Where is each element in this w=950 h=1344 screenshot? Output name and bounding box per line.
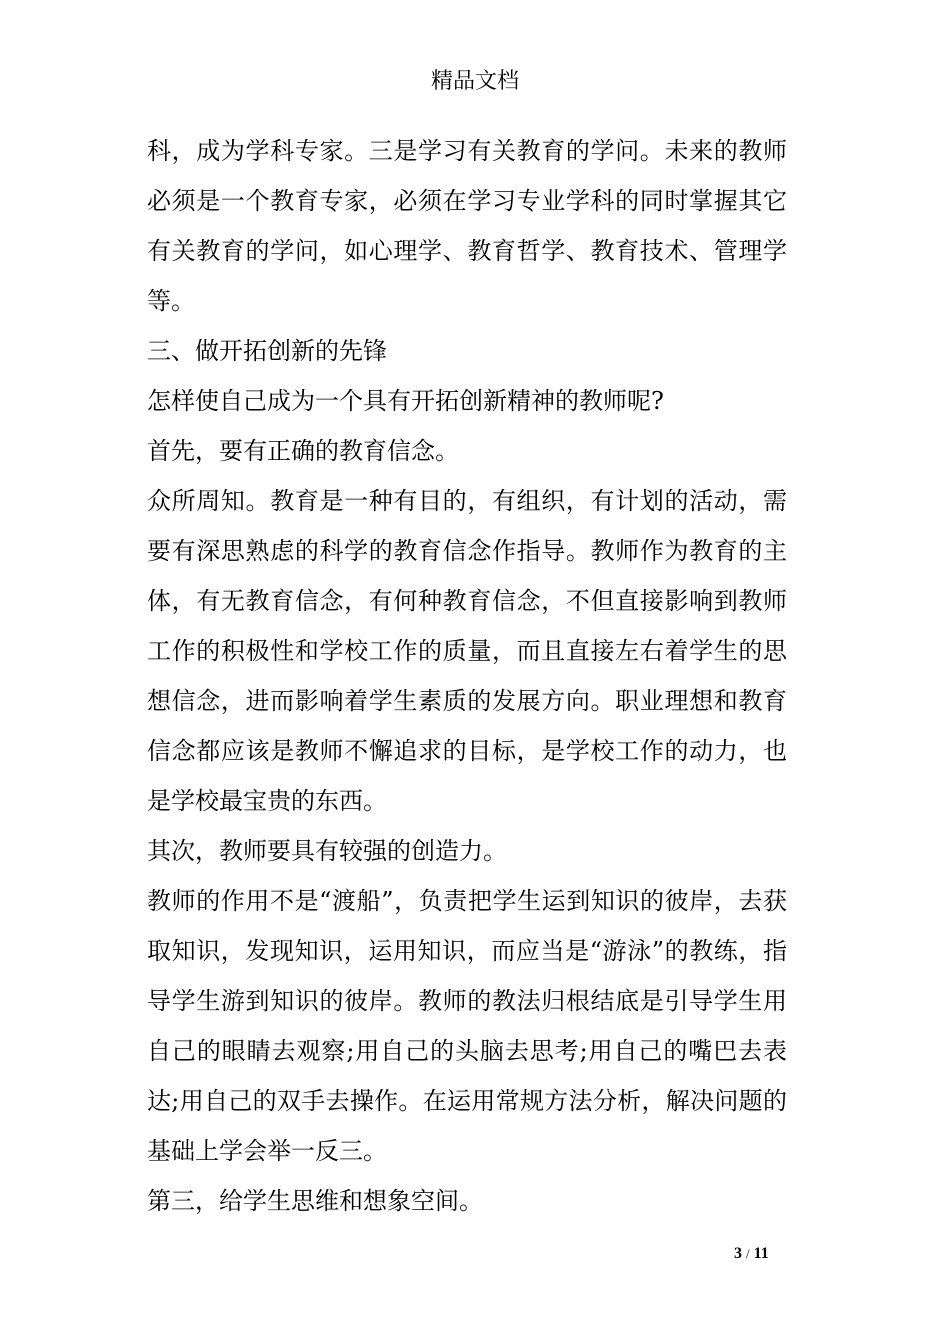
section-heading: 三、做开拓创新的先锋 xyxy=(147,337,387,365)
paragraph: 教师的作用不是“渡船”，负责把学生运到知识的彼岸，去获取知识，发现知识，运用知识，而应当是“游泳”的教练，指导学生游到知识的彼岸。教师的教法归根结底是引导学生用自己的眼睛去观察;用自己的头脑去思考;用自己的嘴巴去表达;用自己的双手去操作。在运用常规方法分析，解决问题的基础上学会举一反三。 xyxy=(147,887,787,1165)
paragraph: 第三，给学生思维和想象空间。 xyxy=(147,1187,483,1215)
document-body xyxy=(147,126,787,1226)
total-pages: 11 xyxy=(753,1245,769,1262)
header-title: 精品文档 xyxy=(430,69,519,94)
page-header xyxy=(0,62,950,102)
current-page: 3 xyxy=(734,1245,742,1262)
paragraph: 科，成为学科专家。三是学习有关教育的学问。未来的教师必须是一个教育专家，必须在学习专业学科的同时掌握其它有关教育的学问，如心理学、教育哲学、教育技术、管理学等。 xyxy=(147,137,787,315)
paragraph: 众所周知。教育是一种有目的，有组织，有计划的活动，需要有深思熟虑的科学的教育信念作指导。教师作为教育的主体，有无教育信念，有何种教育信念，不但直接影响到教师工作的积极性和学校工作的质量，而且直接左右着学生的思想信念，进而影响着学生素质的发展方向。职业理想和教育信念都应该是教师不懈追求的目标，是学校工作的动力，也是学校最宝贵的东西。 xyxy=(147,487,787,815)
page-number xyxy=(734,1240,769,1268)
paragraph: 其次，教师要具有较强的创造力。 xyxy=(147,837,507,865)
paragraph: 首先，要有正确的教育信念。 xyxy=(147,437,459,465)
paragraph: 怎样使自己成为一个具有开拓创新精神的教师呢? xyxy=(147,387,664,415)
page-separator: / xyxy=(746,1246,750,1261)
